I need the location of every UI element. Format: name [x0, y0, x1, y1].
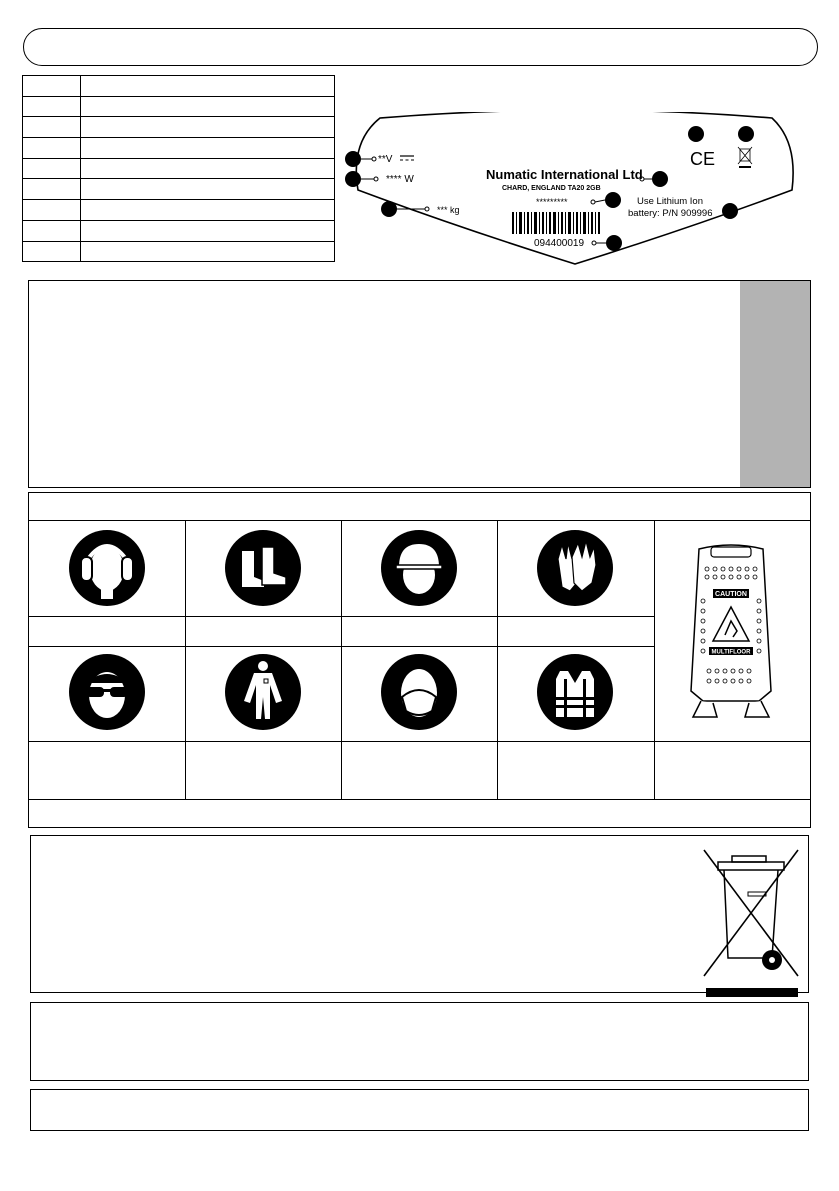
gloves-icon	[536, 529, 614, 607]
callout-dot	[722, 203, 738, 219]
overalls-icon	[224, 653, 302, 731]
table-row	[23, 158, 335, 179]
table-row	[23, 76, 335, 97]
language-tab	[740, 281, 810, 487]
callout-dot	[345, 151, 361, 167]
weee-bin-icon	[738, 147, 752, 168]
table-row	[23, 96, 335, 117]
company-address: CHARD, ENGLAND TA20 2GB	[502, 185, 601, 192]
hi-vis-vest-icon	[536, 653, 614, 731]
caution-sign-board-icon	[689, 541, 773, 723]
footer-section	[30, 1089, 809, 1131]
ce-mark: CE	[690, 149, 716, 169]
notes-section	[30, 1002, 809, 1081]
table-row	[23, 138, 335, 159]
table-row	[23, 117, 335, 138]
rating-plate-diagram	[340, 112, 815, 267]
crossed-wheelie-bin-icon	[702, 848, 802, 1000]
weight-label: *** kg	[437, 205, 460, 215]
serial-number: *********	[536, 197, 568, 207]
caution-text: CAUTION	[715, 591, 747, 598]
power-label: **** W	[386, 174, 414, 185]
intro-section	[28, 280, 811, 488]
barcode	[512, 212, 600, 234]
hard-hat-icon	[380, 529, 458, 607]
callout-dot	[688, 126, 704, 142]
battery-line-2: battery: P/N 909996	[628, 208, 713, 219]
safety-glasses-icon	[68, 653, 146, 731]
spec-table	[22, 75, 335, 262]
table-row	[23, 200, 335, 221]
callout-dot	[652, 171, 668, 187]
callout-dot	[381, 201, 397, 217]
part-number: 094400019	[534, 238, 585, 249]
safety-boots-icon	[224, 529, 302, 607]
weee-section	[30, 835, 809, 993]
callout-dot	[605, 192, 621, 208]
face-mask-icon	[380, 653, 458, 731]
callout-dot	[738, 126, 754, 142]
dc-symbol-icon	[400, 156, 414, 160]
ppe-section	[28, 492, 811, 828]
table-row	[23, 179, 335, 200]
table-row	[23, 220, 335, 241]
callout-dot	[606, 235, 622, 251]
company-name: Numatic International Ltd	[486, 167, 643, 182]
table-row	[23, 241, 335, 262]
callout-dot	[345, 171, 361, 187]
section-title-bar	[23, 28, 818, 66]
voltage-label: **V	[378, 154, 393, 165]
battery-line-1: Use Lithium Ion	[637, 196, 704, 207]
brand-text: MULTIFLOOR	[711, 649, 751, 656]
ear-defenders-icon	[68, 529, 146, 607]
